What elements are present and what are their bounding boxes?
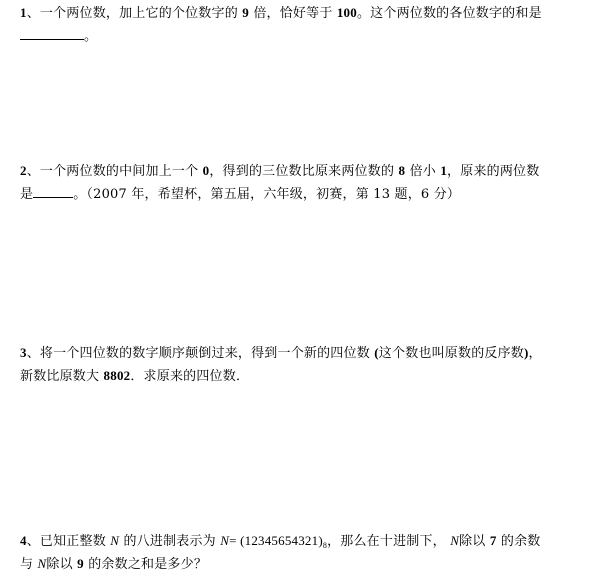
problem-2-text-b: ，得到的三位数比原来两位数的 bbox=[209, 164, 395, 179]
problem-1-text-b: 倍，恰好等于 bbox=[253, 6, 333, 21]
problem-1-bold-b: 100 bbox=[336, 5, 357, 20]
problem-4-text-b: 的八进制表示为 bbox=[123, 534, 216, 549]
problem-4-var-n: N bbox=[220, 533, 230, 548]
problem-2-text-end: 。（2007 年，希望杯，第五届，六年级，初赛，第 13 题，6 分） bbox=[73, 187, 461, 202]
problem-4-bold-b: 9 bbox=[77, 556, 84, 571]
problem-4-text-d: 除以 bbox=[459, 534, 486, 549]
problem-4-line-1 bbox=[20, 530, 590, 553]
problem-1-bold-a: 9 bbox=[242, 5, 249, 20]
problem-4-text-c: ，那么在十进制下， bbox=[327, 534, 446, 549]
problem-2-bold-a: 0 bbox=[202, 163, 210, 178]
problem-4-var-n: N bbox=[37, 556, 47, 571]
problem-4-number: 4 bbox=[20, 533, 27, 548]
problem-1-text-c: 。这个两位数的各位数字的和是 bbox=[356, 6, 542, 21]
problem-3 bbox=[20, 342, 590, 388]
problem-4-text-f: 与 bbox=[20, 557, 34, 572]
problem-3-text-c: ， bbox=[528, 346, 542, 361]
problem-2 bbox=[20, 160, 590, 206]
problem-4-equation: = (12345654321) bbox=[229, 533, 323, 548]
problem-1 bbox=[20, 2, 590, 48]
problem-4-var-n: N bbox=[110, 533, 120, 548]
problem-1-line-2 bbox=[20, 25, 590, 48]
problem-1-text-a: 一个两位数，加上它的个位数字的 bbox=[39, 6, 238, 21]
problem-3-line-2 bbox=[20, 365, 590, 388]
problem-2-text-e: 是 bbox=[20, 187, 34, 202]
problem-4-base-subscript: 8 bbox=[322, 541, 328, 550]
problem-3-text-b: 这个数也叫原数的反序数 bbox=[378, 346, 524, 361]
problem-2-line-2 bbox=[20, 183, 590, 206]
problem-4-var-n: N bbox=[450, 533, 460, 548]
problem-3-number: 3 bbox=[20, 345, 27, 360]
problem-1-text-end: 。 bbox=[84, 29, 98, 44]
problem-3-bold-a: ( bbox=[374, 345, 379, 360]
problem-1-line-1 bbox=[20, 2, 590, 25]
problem-4-separator: 、 bbox=[26, 534, 40, 549]
problem-2-bold-b: 8 bbox=[398, 163, 406, 178]
problem-3-bold-c: 8802 bbox=[103, 368, 131, 383]
problem-4-bold-a: 7 bbox=[489, 533, 497, 548]
problem-2-separator: 、 bbox=[26, 164, 40, 179]
answer-blank[interactable] bbox=[20, 25, 84, 40]
problem-3-bold-b: ) bbox=[524, 345, 529, 360]
problem-4 bbox=[20, 530, 590, 576]
problem-3-separator: 、 bbox=[26, 346, 40, 361]
problem-3-text-a: 将一个四位数的数字顺序颠倒过来，得到一个新的四位数 bbox=[39, 346, 370, 361]
problem-2-text-c: 倍小 bbox=[409, 164, 436, 179]
answer-blank[interactable] bbox=[33, 183, 73, 198]
problem-3-line-1 bbox=[20, 342, 590, 365]
problem-4-text-h: 的余数之和是多少？ bbox=[88, 557, 208, 572]
problem-4-text-a: 已知正整数 bbox=[39, 534, 106, 549]
problem-2-bold-c: 1 bbox=[440, 163, 448, 178]
problem-3-text-e: ．求原来的四位数． bbox=[130, 369, 250, 384]
problem-4-text-g: 除以 bbox=[46, 557, 73, 572]
problem-1-separator: 、 bbox=[26, 6, 40, 21]
problem-2-text-d: ，原来的两位数 bbox=[447, 164, 540, 179]
problem-2-text-a: 一个两位数的中间加上一个 bbox=[39, 164, 199, 179]
problem-3-text-d: 新数比原数大 bbox=[20, 369, 100, 384]
problem-4-line-2 bbox=[20, 553, 590, 576]
problem-2-line-1 bbox=[20, 160, 590, 183]
problem-4-text-e: 的余数 bbox=[500, 534, 541, 549]
problem-1-number: 1 bbox=[20, 5, 27, 20]
problem-2-number: 2 bbox=[20, 163, 27, 178]
